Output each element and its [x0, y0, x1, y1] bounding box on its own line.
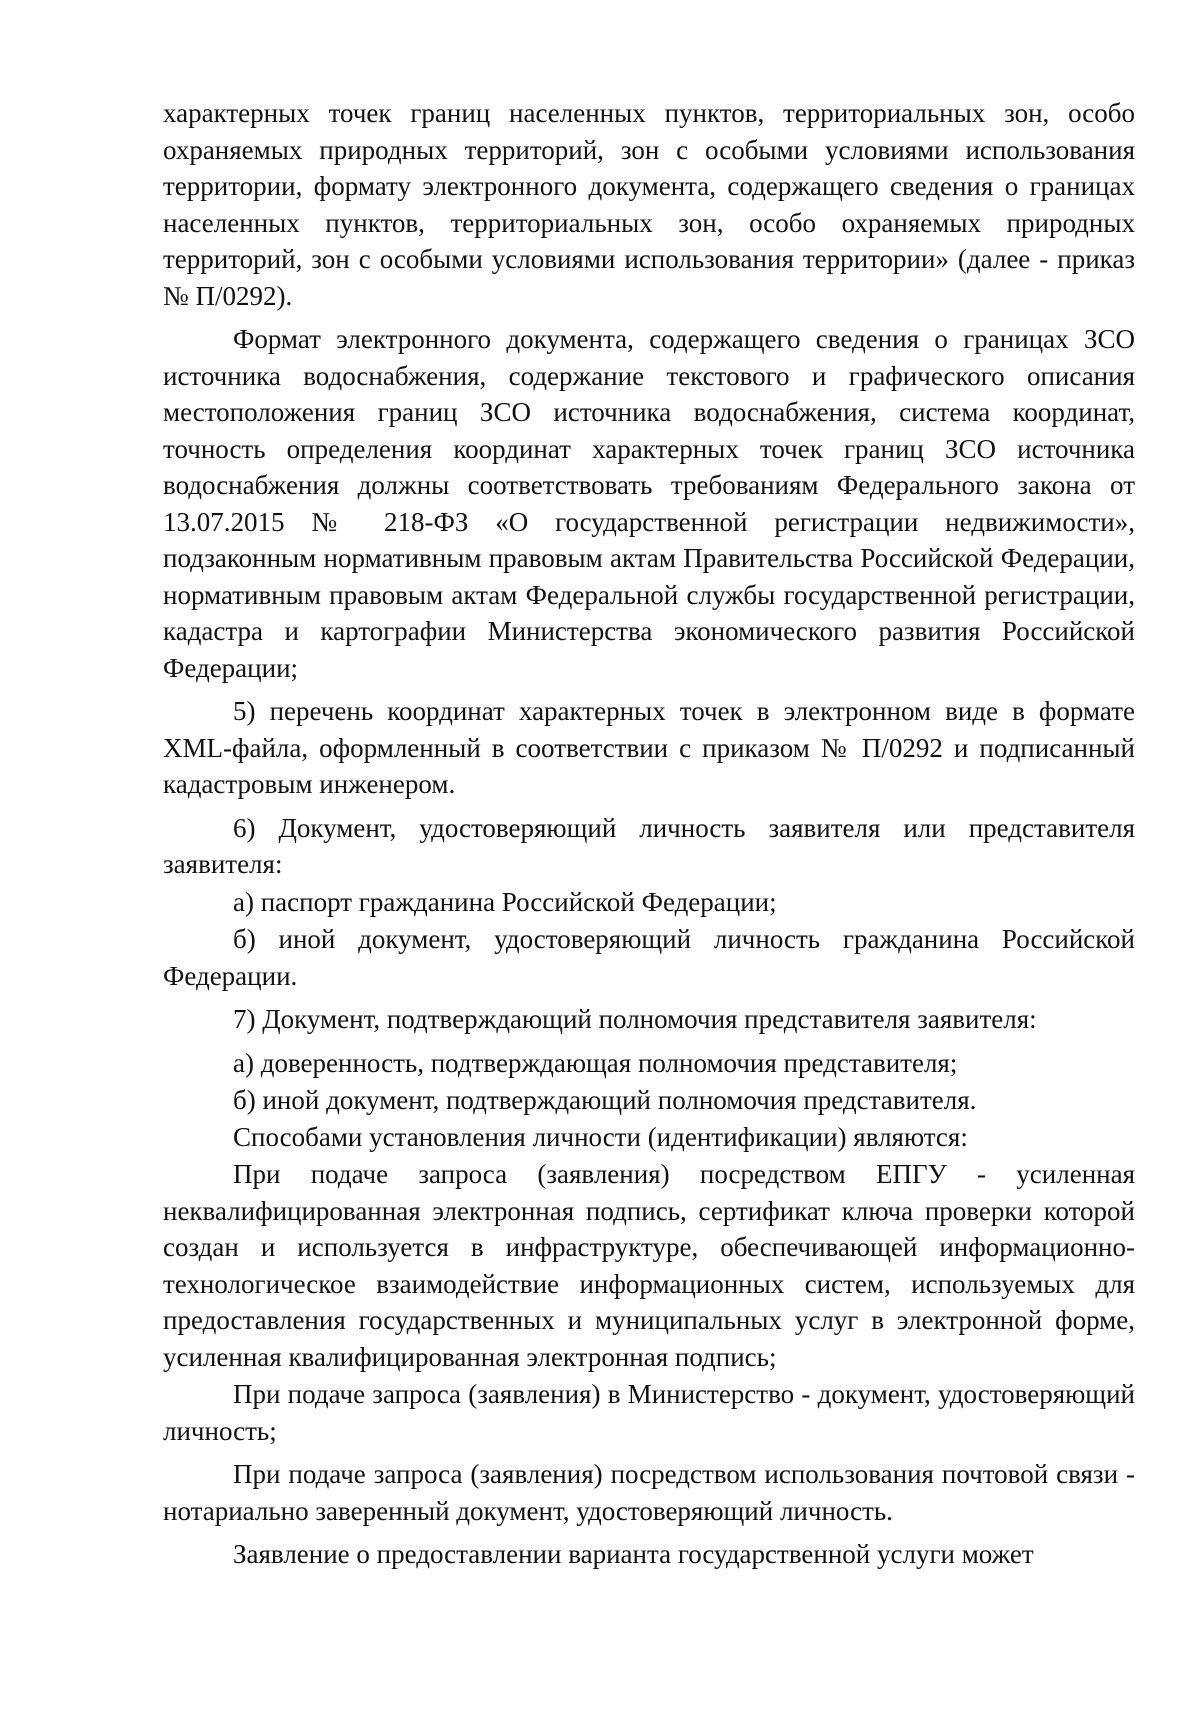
- paragraph-application: Заявление о предоставлении варианта государственной услуги может: [233, 1539, 1034, 1569]
- list-item-6: 6) Документ, удостоверяющий личность заявителя или представителя заявителя:: [163, 812, 1135, 879]
- paragraph-continuation: характерных точек границ населенных пунктов, территориальных зон, особо охраняемых природных территорий, зон с особыми условиями использования территории, формату электронного документа, содержащего сведения о границах населенных пунктов, территориальных зон, особо охраняемых природных территорий, зон с особыми условиями использования территории» (далее - приказ № П/0292).: [163, 98, 1135, 311]
- paragraph-postal: При подаче запроса (заявления) посредством использования почтовой связи - нотариально заверенный документ, удостоверяющий личность.: [163, 1459, 1135, 1526]
- document-page: [163, 95, 1135, 1573]
- paragraph-identification-methods: Способами установления личности (идентификации) являются:: [233, 1121, 968, 1152]
- paragraph-epgu: При подаче запроса (заявления) посредством ЕПГУ - усиленная неквалифицированная электронная подпись, сертификат ключа проверки которой создан и используется в инфраструктуре, обеспечивающей информационно-технологическое взаимодействие информационных систем, используемых для предоставления государственных и муниципальных услуг в электронной форме, усиленная квалифицированная электронная подпись;: [163, 1159, 1135, 1372]
- list-item-7b: б) иной документ, подтверждающий полномочия представителя.: [233, 1085, 977, 1115]
- list-item-6a: а) паспорт гражданина Российской Федерации;: [233, 886, 777, 917]
- list-item-5: 5) перечень координат характерных точек в электронном виде в формате XML-файла, оформленный в соответствии с приказом № П/0292 и подписанный кадастровым инженером.: [163, 696, 1135, 799]
- paragraph-format-requirements: Формат электронного документа, содержащего сведения о границах ЗСО источника водоснабжения, содержание текстового и графического описания местоположения границ ЗСО источника водоснабжения, система координат, точность определения координат характерных точек границ ЗСО источника водоснабжения должны соответствовать требованиям Федерального закона от 13.07.2015 № 218-ФЗ «О государственной регистрации недвижимости», подзаконным нормативным правовым актам Правительства Российской Федерации, нормативным правовым актам Федеральной службы государственной регистрации, кадастра и картографии Министерства экономического развития Российской Федерации;: [163, 324, 1135, 683]
- list-item-6b: б) иной документ, удостоверяющий личность гражданина Российской Федерации.: [163, 924, 1135, 991]
- list-item-7: 7) Документ, подтверждающий полномочия представителя заявителя:: [233, 1004, 1037, 1034]
- paragraph-ministry: При подаче запроса (заявления) в Министерство - документ, удостоверяющий личность;: [163, 1379, 1135, 1446]
- list-item-7a: а) доверенность, подтверждающая полномочия представителя;: [233, 1047, 958, 1078]
